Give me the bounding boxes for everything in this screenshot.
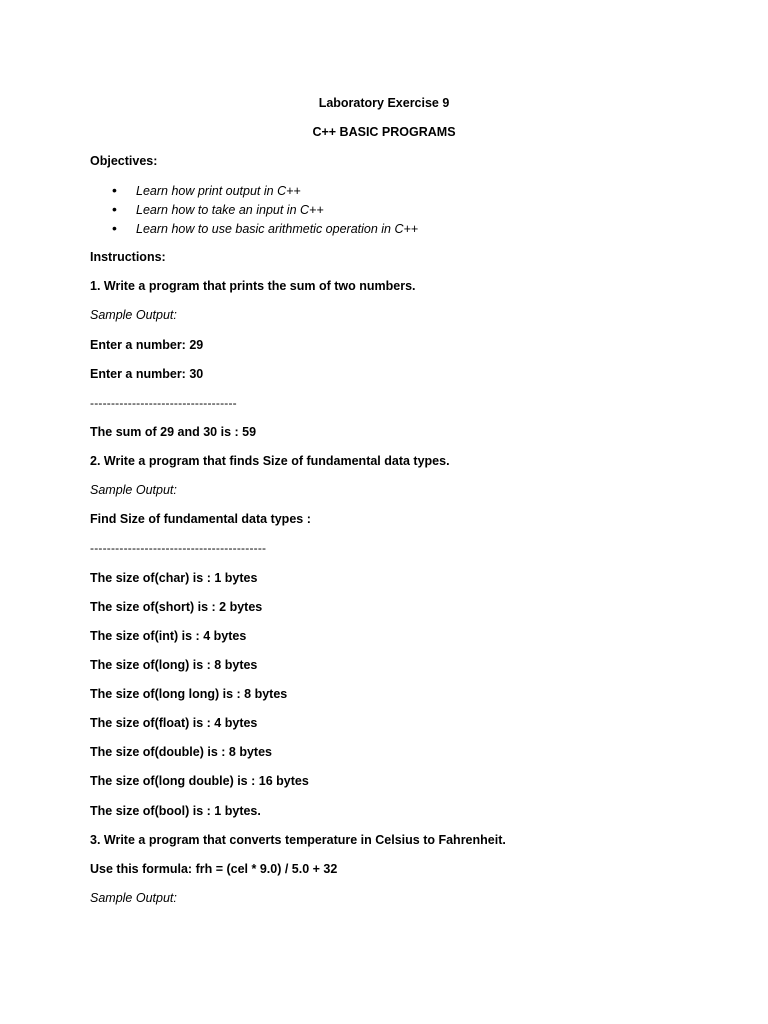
task1-result: The sum of 29 and 30 is : 59: [90, 425, 257, 439]
task2-output-line: The size of(double) is : 8 bytes: [90, 745, 272, 759]
document-title: Laboratory Exercise 9: [318, 96, 450, 110]
task1-divider: -----------------------------------: [90, 396, 237, 410]
objective-item: [112, 182, 301, 199]
document-subtitle: C++ BASIC PROGRAMS: [312, 125, 456, 139]
task3-sample-label: Sample Output:: [90, 891, 177, 905]
bullet-icon: •: [112, 201, 117, 217]
task2-sample-label: Sample Output:: [90, 483, 177, 497]
objective-text: Learn how to use basic arithmetic operation in C++: [136, 222, 419, 236]
instructions-heading: Instructions:: [90, 250, 166, 264]
objective-text: Learn how print output in C++: [136, 184, 301, 198]
task2-output-line: The size of(short) is : 2 bytes: [90, 600, 263, 614]
task1-prompt: 1. Write a program that prints the sum of two numbers.: [90, 279, 416, 293]
task2-output-line: The size of(bool) is : 1 bytes.: [90, 804, 261, 818]
bullet-icon: •: [112, 182, 117, 198]
objective-text: Learn how to take an input in C++: [136, 203, 324, 217]
task2-output-line: The size of(long) is : 8 bytes: [90, 658, 258, 672]
task2-prompt: 2. Write a program that finds Size of fundamental data types.: [90, 454, 450, 468]
task1-sample-label: Sample Output:: [90, 308, 177, 322]
task1-output-line: Enter a number: 29: [90, 338, 204, 352]
task3-formula: Use this formula: frh = (cel * 9.0) / 5.0 + 32: [90, 862, 338, 876]
objective-item: [112, 201, 324, 218]
objectives-heading: Objectives:: [90, 154, 158, 168]
task3-prompt: 3. Write a program that converts temperature in Celsius to Fahrenheit.: [90, 833, 506, 847]
task2-output-line: The size of(float) is : 4 bytes: [90, 716, 258, 730]
task2-output-line: The size of(long double) is : 16 bytes: [90, 774, 309, 788]
task2-output-header: Find Size of fundamental data types :: [90, 512, 311, 526]
task2-output-line: The size of(long long) is : 8 bytes: [90, 687, 288, 701]
task2-divider: ------------------------------------------: [90, 541, 267, 555]
bullet-icon: •: [112, 220, 117, 236]
task2-output-line: The size of(int) is : 4 bytes: [90, 629, 247, 643]
task1-output-line: Enter a number: 30: [90, 367, 204, 381]
objective-item: [112, 220, 418, 237]
task2-output-line: The size of(char) is : 1 bytes: [90, 571, 258, 585]
